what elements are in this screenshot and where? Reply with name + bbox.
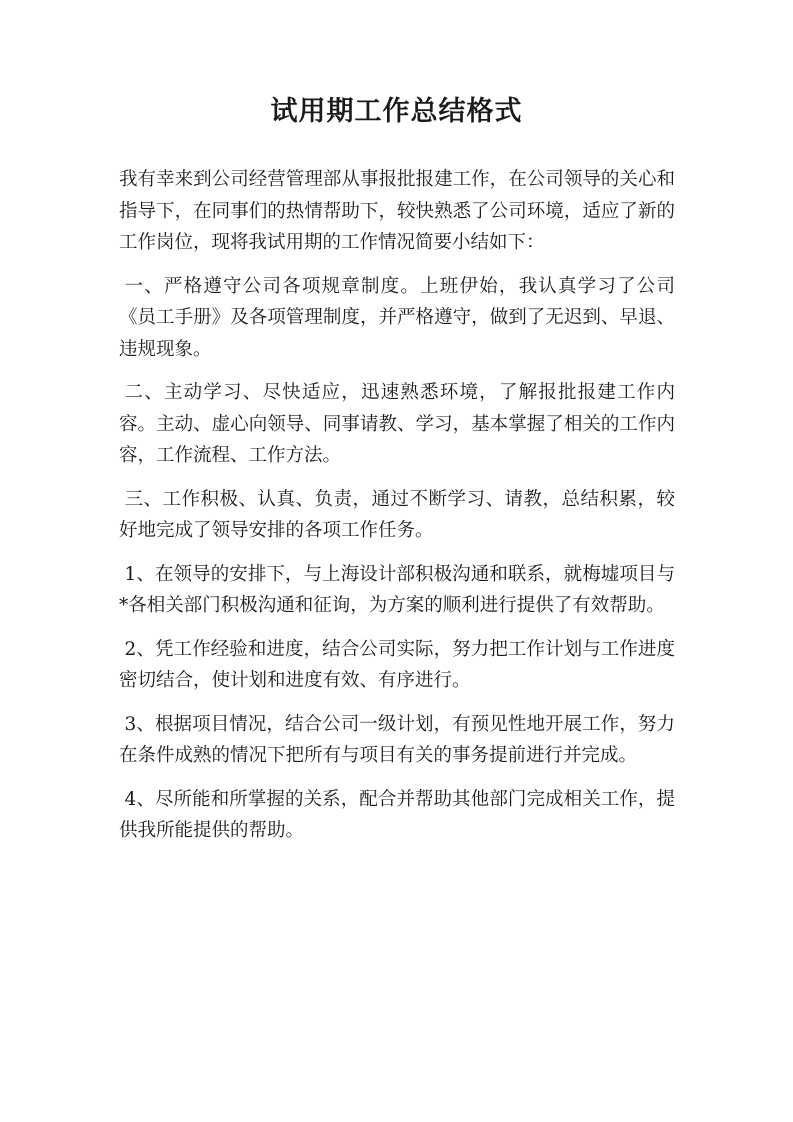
paragraph-item-2: 2、凭工作经验和进度，结合公司实际，努力把工作计划与工作进度密切结合，使计划和进度有效、有序进行。 xyxy=(119,638,675,691)
paragraph-section-1: 一、严格遵守公司各项规章制度。上班伊始，我认真学习了公司《员工手册》及各项管理制度，并严格遵守，做到了无迟到、早退、违规现象。 xyxy=(119,275,675,360)
paragraph-section-2: 二、主动学习、尽快适应，迅速熟悉环境，了解报批报建工作内容。主动、虚心向领导、同事请教、学习，基本掌握了相关的工作内容，工作流程、工作方法。 xyxy=(119,382,675,466)
paragraph-item-1: 1、在领导的安排下，与上海设计部积极沟通和联系，就梅墟项目与*各相关部门积极沟通和征询，为方案的顺利进行提供了有效帮助。 xyxy=(119,563,675,616)
paragraph-intro: 我有幸来到公司经营管理部从事报批报建工作，在公司领导的关心和指导下，在同事们的热情帮助下，较快熟悉了公司环境，适应了新的工作岗位，现将我试用期的工作情况简要小结如下： xyxy=(119,169,675,253)
paragraph-section-3: 三、工作积极、认真、负责，通过不断学习、请教，总结积累，较好地完成了领导安排的各项工作任务。 xyxy=(119,488,675,541)
document-title: 试用期工作总结格式 xyxy=(270,96,523,127)
document-body xyxy=(119,164,675,859)
paragraph-item-3: 3、根据项目情况，结合公司一级计划，有预见性地开展工作，努力在条件成熟的情况下把所有与项目有关的事务提前进行并完成。 xyxy=(119,713,675,766)
paragraph-item-4: 4、尽所能和所掌握的关系，配合并帮助其他部门完成相关工作，提供我所能提供的帮助。 xyxy=(119,788,675,841)
